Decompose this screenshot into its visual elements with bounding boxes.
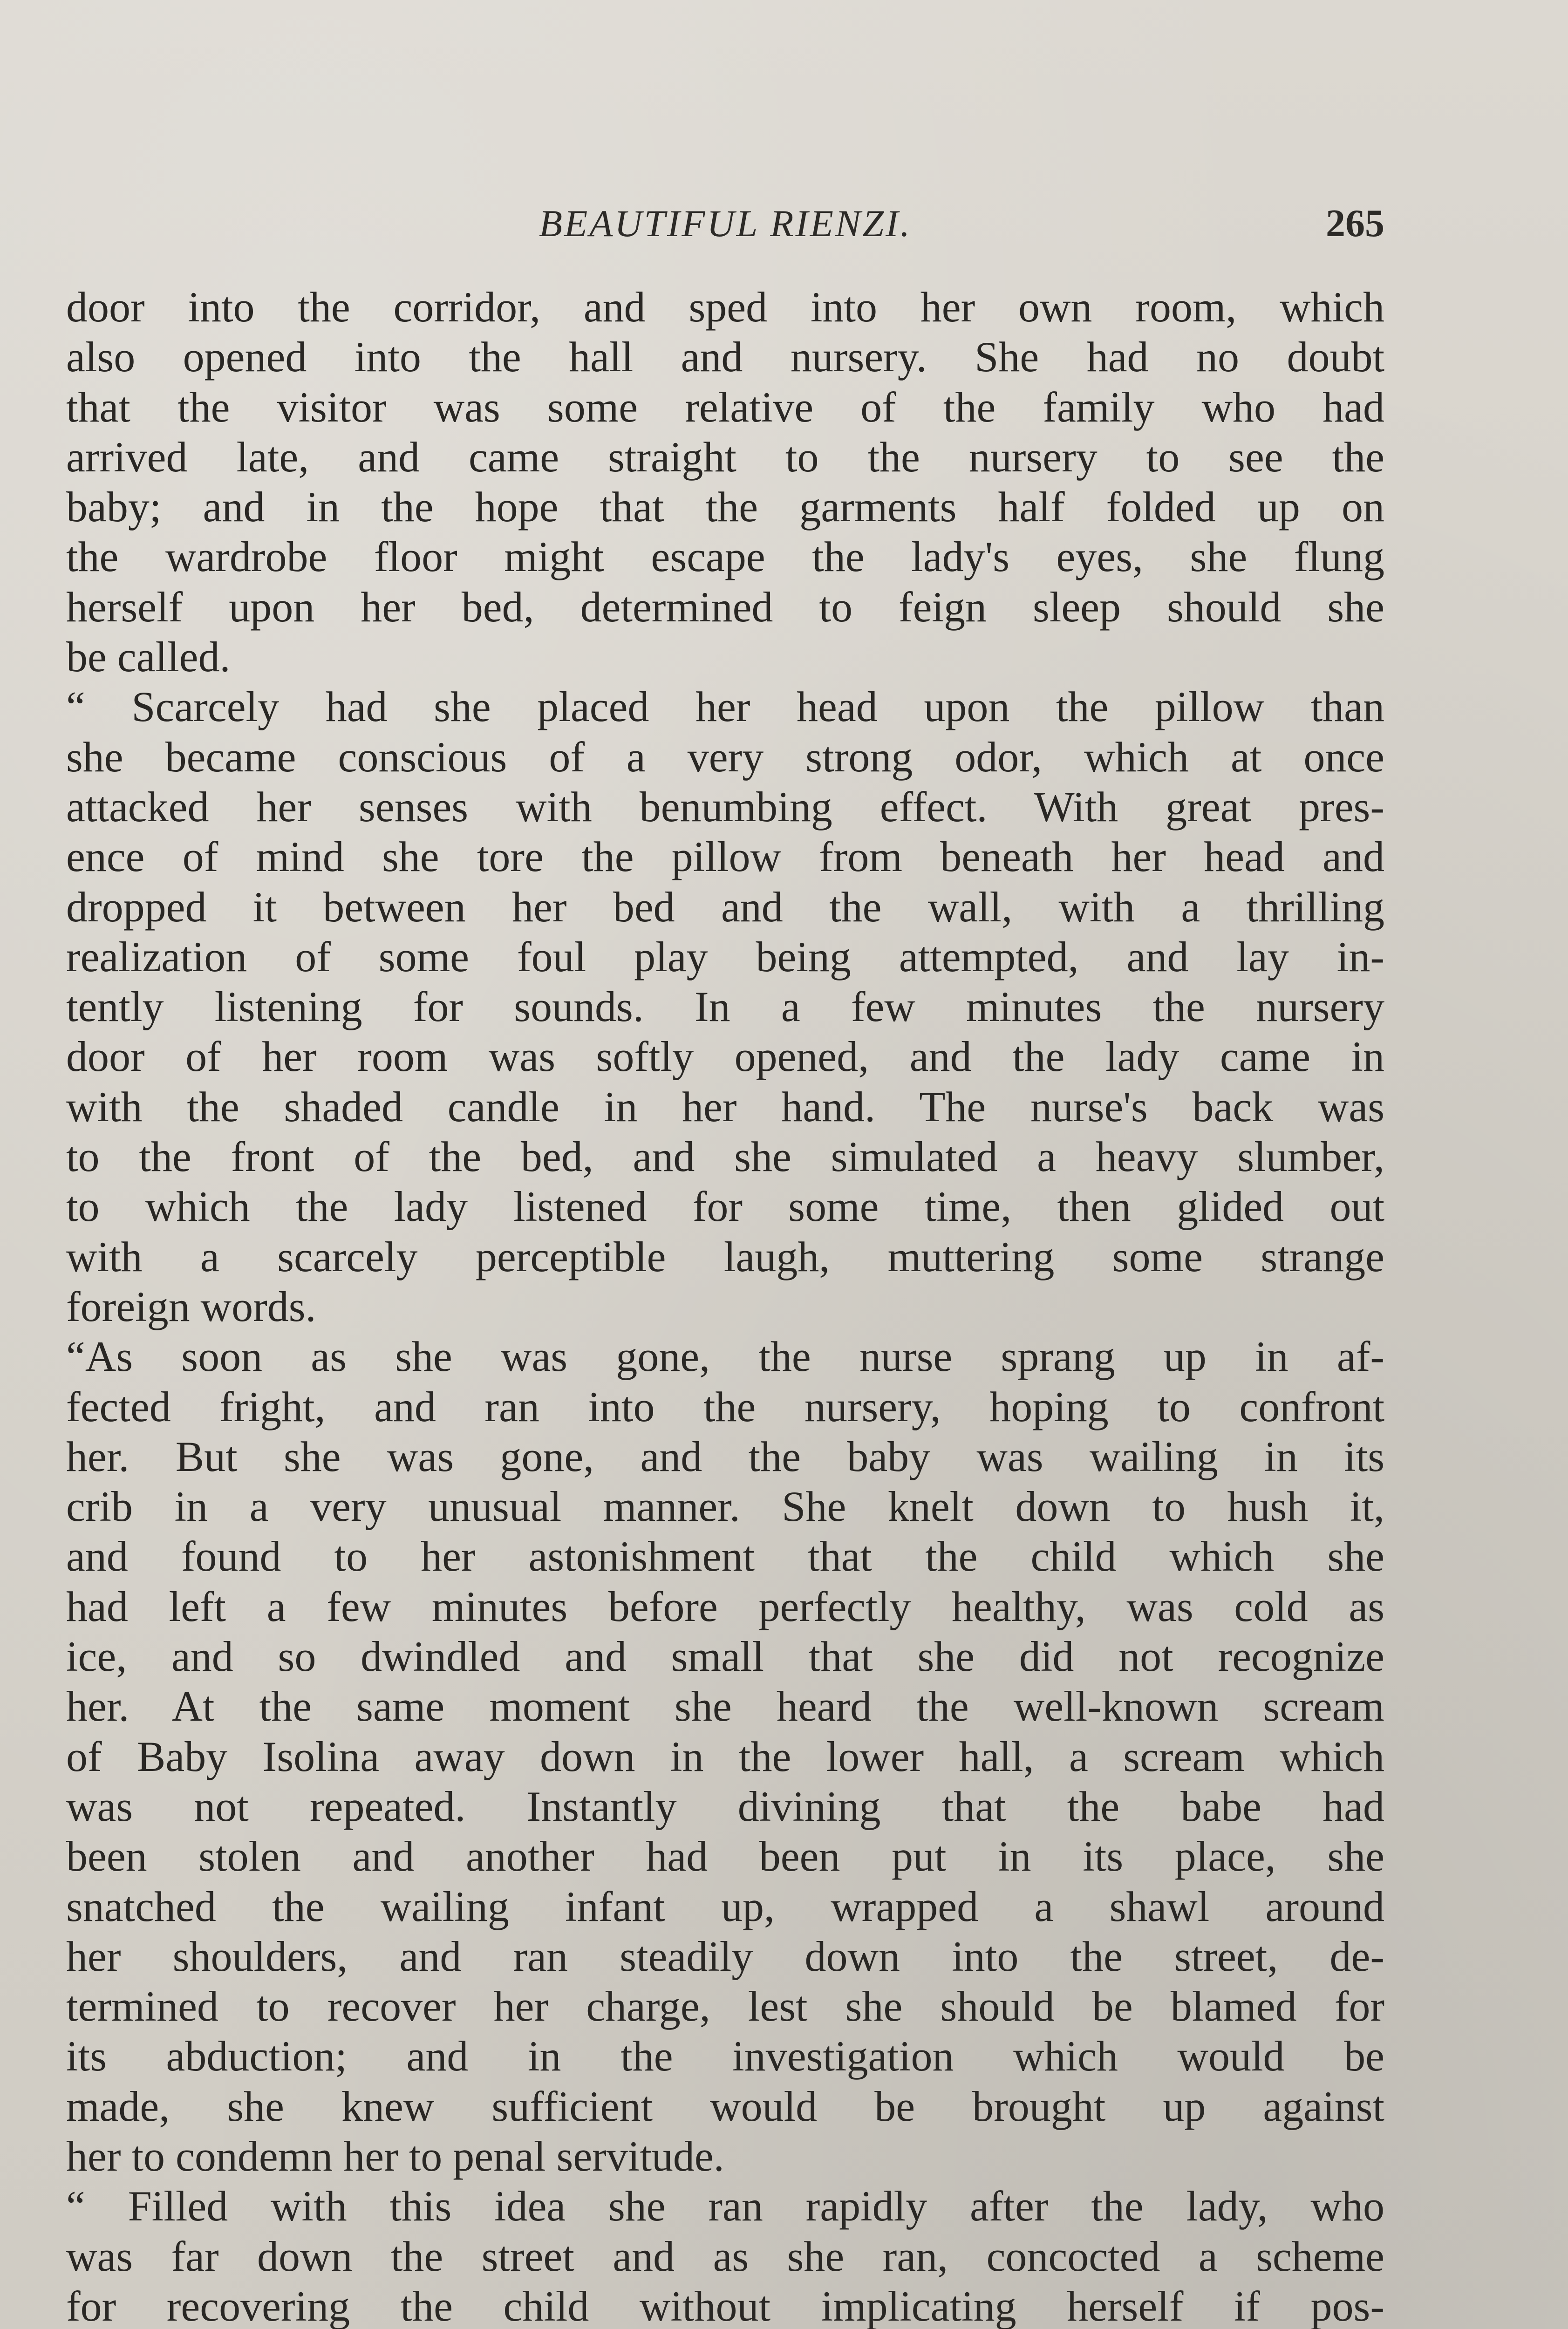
- text-line: also opened into the hall and nursery. She had no doubt: [66, 333, 1384, 381]
- text-line: her shoulders, and ran steadily down into the street, de-: [66, 1932, 1384, 1980]
- text-line: the wardrobe floor might escape the lady's eyes, she flung: [66, 533, 1384, 581]
- page-number: 265: [1326, 202, 1384, 245]
- body-text: [66, 282, 1384, 2329]
- text-line: with a scarcely perceptible laugh, muttering some strange: [66, 1233, 1384, 1280]
- text-line: was not repeated. Instantly divining that the babe had: [66, 1782, 1384, 1830]
- text-line: she became conscious of a very strong odor, which at once: [66, 733, 1384, 781]
- text-line: ice, and so dwindled and small that she did not recognize: [66, 1633, 1384, 1681]
- text-line: her to condemn her to penal servitude.: [66, 2132, 724, 2180]
- page-header: [66, 196, 1384, 252]
- text-line: made, she knew sufficient would be brought up against: [66, 2082, 1384, 2130]
- text-line: herself upon her bed, determined to feign sleep should she: [66, 583, 1384, 631]
- text-line: her. At the same moment she heard the well-known scream: [66, 1682, 1384, 1730]
- text-line: “ Filled with this idea she ran rapidly after the lady, who: [66, 2182, 1384, 2230]
- text-line: its abduction; and in the investigation which would be: [66, 2032, 1384, 2080]
- text-line: foreign words.: [66, 1282, 316, 1330]
- text-line: crib in a very unusual manner. She knelt down to hush it,: [66, 1483, 1384, 1531]
- text-line: tently listening for sounds. In a few minutes the nursery: [66, 983, 1384, 1031]
- text-line: of Baby Isolina away down in the lower hall, a scream which: [66, 1732, 1384, 1780]
- text-line: realization of some foul play being attempted, and lay in-: [66, 933, 1384, 981]
- text-line: ence of mind she tore the pillow from beneath her head and: [66, 833, 1384, 881]
- text-line: “ Scarcely had she placed her head upon the pillow than: [66, 683, 1384, 731]
- text-line: had left a few minutes before perfectly healthy, was cold as: [66, 1582, 1384, 1630]
- text-line: that the visitor was some relative of the family who had: [66, 383, 1384, 431]
- text-line: with the shaded candle in her hand. The nurse's back was: [66, 1083, 1384, 1130]
- text-line: for recovering the child without implicating herself if pos-: [66, 2282, 1384, 2329]
- text-line: dropped it between her bed and the wall, with a thrilling: [66, 883, 1384, 931]
- text-line: be called.: [66, 633, 231, 681]
- running-title: BEAUTIFUL RIENZI.: [539, 202, 912, 245]
- text-line: arrived late, and came straight to the nursery to see the: [66, 433, 1384, 481]
- text-line: been stolen and another had been put in its place, she: [66, 1832, 1384, 1880]
- text-line: attacked her senses with benumbing effect. With great pres-: [66, 783, 1384, 831]
- text-line: and found to her astonishment that the child which she: [66, 1532, 1384, 1580]
- text-line: termined to recover her charge, lest she should be blamed for: [66, 1982, 1384, 2030]
- text-line: “As soon as she was gone, the nurse sprang up in af-: [66, 1333, 1384, 1381]
- text-line: snatched the wailing infant up, wrapped a shawl around: [66, 1882, 1384, 1930]
- text-line: her. But she was gone, and the baby was wailing in its: [66, 1432, 1384, 1480]
- text-line: was far down the street and as she ran, concocted a scheme: [66, 2232, 1384, 2280]
- text-line: to which the lady listened for some time, then glided out: [66, 1183, 1384, 1231]
- text-line: door of her room was softly opened, and the lady came in: [66, 1033, 1384, 1081]
- text-line: door into the corridor, and sped into her own room, which: [66, 283, 1384, 331]
- text-line: baby; and in the hope that the garments half folded up on: [66, 483, 1384, 531]
- text-line: fected fright, and ran into the nursery, hoping to confront: [66, 1382, 1384, 1430]
- text-line: to the front of the bed, and she simulated a heavy slumber,: [66, 1133, 1384, 1181]
